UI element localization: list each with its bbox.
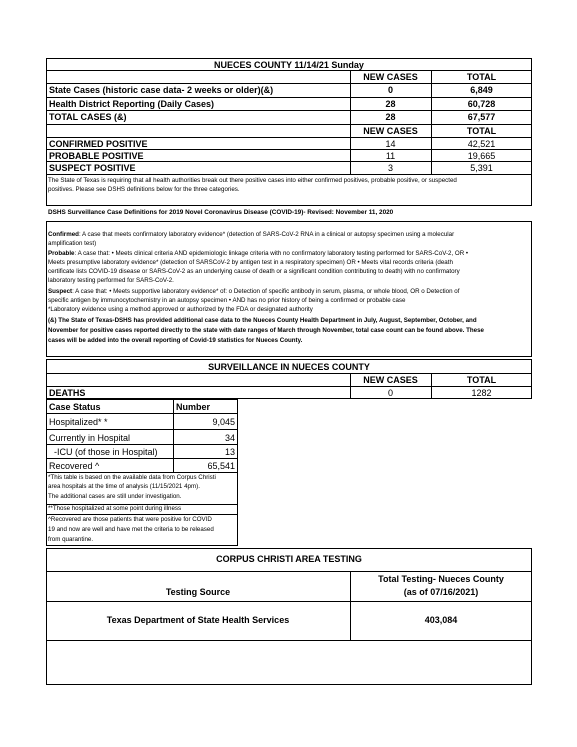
state-cases-total: 6,849 (470, 85, 493, 95)
health-district-label: Health District Reporting (Daily Cases) (49, 99, 215, 109)
probable-term: Probable (48, 250, 75, 257)
current-hospital-label: Currently in Hospital (49, 433, 131, 443)
case-status-col-label: Case Status (49, 402, 101, 412)
suspect-term: Suspect (48, 288, 73, 295)
suspect-def-l2: specific antigen by immunocytochemistry in an autopsy specimen • AND has no prior history of being a confirmed or probable case (48, 297, 406, 304)
health-district-new: 28 (385, 99, 396, 109)
probable-label: PROBABLE POSITIVE (49, 151, 144, 161)
suspect-new: 3 (387, 163, 393, 173)
probable-new: 11 (385, 151, 396, 161)
state-note-line1: The State of Texas is requiring that all health authorities break out there positive cases into either confirmed positives, probable positive, or suspected (48, 177, 457, 184)
probable-def-l1 (48, 250, 532, 258)
recovered-note-l1: ^Recovered are those patients that were positive for COVID (48, 516, 212, 523)
hospitalized-value: 9,045 (212, 417, 235, 427)
col-total-2: TOTAL (466, 126, 497, 136)
recovered-note-l3: from quarantine. (48, 536, 94, 543)
testing-col-total-l1: Total Testing- Nueces County (378, 574, 504, 584)
definitions-heading: DSHS Surveillance Case Definitions for 2019 Novel Coronavirus Disease (COVID-19)- Revised: November 11, 2020 (48, 209, 394, 216)
report-title: NUECES COUNTY 11/14/21 Sunday (214, 60, 364, 70)
testing-source: Texas Department of State Health Services (106, 615, 290, 625)
table-note-l2: area hospitals at the time of analysis (11/15/2021 4pm). (48, 483, 200, 490)
suspect-def-l1 (48, 288, 532, 296)
hospitalized-label: Hospitalized* * (49, 417, 108, 427)
table-note-l3: The additional cases are still under investigation. (48, 493, 182, 500)
testing-col-total-l2: (as of 07/16/2021) (403, 587, 479, 597)
total-cases-label: TOTAL CASES (&) (49, 112, 127, 122)
hospitalized-note: **Those hospitalized at some point during illness (48, 505, 182, 512)
surveillance-title: SURVEILLANCE IN NUECES COUNTY (208, 362, 370, 372)
suspect-total: 5,391 (470, 163, 493, 173)
confirmed-def-l1 (48, 231, 532, 239)
ampersand-note-l2: November for positive cases reported directly to the state with date ranges of March through November, total case count can be found above. These (48, 327, 484, 334)
probable-def-l2: Meets presumptive laboratory evidence* (detection of SARSCoV-2 by antigen test in a respiratory specimen) OR • Meets vital records criteria (death (48, 259, 453, 266)
confirmed-def-l2: amplification test) (48, 240, 97, 247)
state-cases-label: State Cases (historic case data- 2 weeks or older)(&) (49, 85, 274, 95)
ampersand-note-l1: (&) The State of Texas-DSHS has provided additional case data to the Nueces County Health Department in July, August, September, October, and (48, 317, 477, 324)
testing-col-source: Testing Source (165, 587, 231, 597)
confirmed-new: 14 (385, 139, 396, 149)
case-status-col-number: Number (176, 402, 211, 412)
deaths-new: 0 (387, 388, 393, 398)
recovered-label: Recovered ^ (49, 461, 100, 471)
ampersand-note-l3: cases will be added into the overall reporting of Covid-19 statistics for Nueces County. (48, 337, 303, 344)
lab-evidence-note: *Laboratory evidence using a method approved or authorized by the FDA or designated authority (48, 306, 313, 313)
icu-label: -ICU (of those in Hospital) (49, 447, 158, 457)
health-district-total: 60,728 (467, 99, 496, 109)
icu-value: 13 (224, 447, 235, 457)
testing-total: 403,084 (424, 615, 458, 625)
testing-title: CORPUS CHRISTI AREA TESTING (216, 554, 362, 564)
col-new-cases: NEW CASES (363, 72, 418, 82)
confirmed-label: CONFIRMED POSITIVE (49, 139, 148, 149)
state-note-line2: positives. Please see DSHS definitions below for the three categories. (48, 186, 240, 193)
confirmed-total: 42,521 (467, 139, 496, 149)
state-cases-new: 0 (387, 85, 393, 95)
probable-def-l4: laboratory testing performed for SARS-CoV-2. (48, 277, 174, 284)
total-cases-total: 67,577 (467, 112, 496, 122)
deaths-label: DEATHS (49, 388, 86, 398)
deaths-total: 1282 (471, 388, 492, 398)
recovered-value: 65,541 (207, 461, 235, 471)
recovered-note-l2: 19 and now are well and have met the criteria to be released (48, 526, 214, 533)
suspect-label: SUSPECT POSITIVE (49, 163, 136, 173)
confirmed-def-text: : A case that meets confirmatory laboratory evidence* (detection of SARS-CoV-2 RNA in a clinical or autopsy specimen using a molecular (78, 231, 455, 238)
current-hospital-value: 34 (224, 433, 235, 443)
col-new-cases-2: NEW CASES (363, 126, 418, 136)
table-note-l1: *This table is based on the available data from Corpus Christi (48, 474, 216, 481)
confirmed-term: Confirmed (48, 231, 79, 238)
surveillance-col-total: TOTAL (466, 375, 497, 385)
total-cases-new: 28 (385, 112, 396, 122)
col-total: TOTAL (466, 72, 497, 82)
probable-total: 19,665 (467, 151, 496, 161)
surveillance-col-new: NEW CASES (363, 375, 418, 385)
suspect-def-text: : A case that: • Meets supportive laboratory evidence* of: o Detection of specific antibody in serum, plasma, or whole blood, OR o Detection of (72, 288, 460, 295)
probable-def-l3: certificate lists COVID-19 disease or SARS-CoV-2 as an underlying cause of death or a significant condition contributing to death) with no confirmatory (48, 268, 460, 275)
probable-def-text: : A case that: • Meets clinical criteria AND epidemiologic linkage criteria with no confirmatory laboratory testing performed for SARS-CoV-2, OR • (74, 250, 469, 257)
